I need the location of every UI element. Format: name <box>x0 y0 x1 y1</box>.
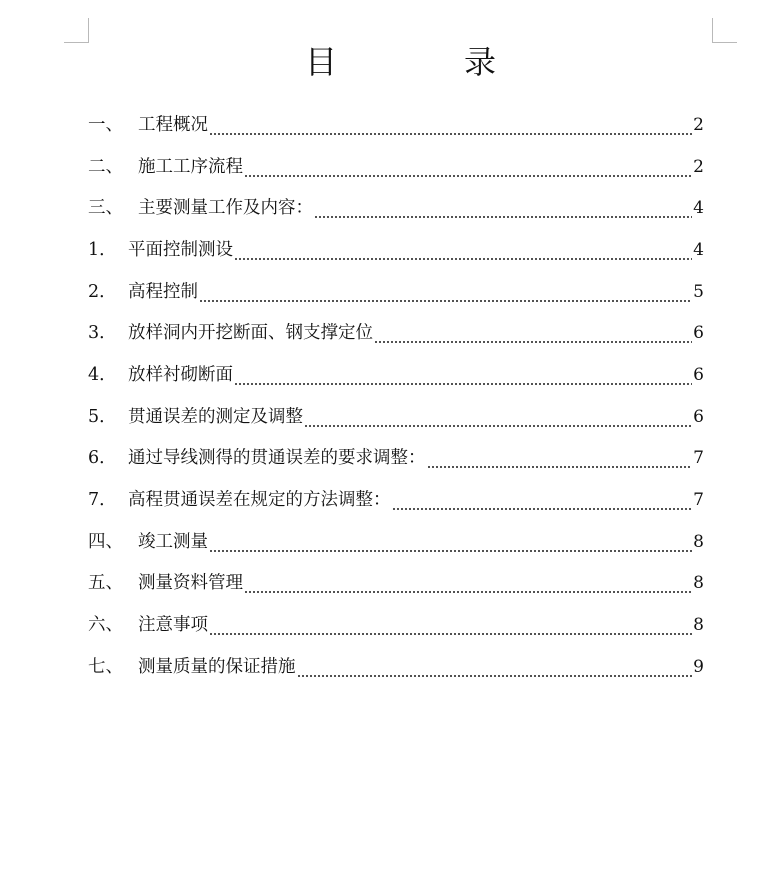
toc-dot-leader <box>244 164 692 178</box>
toc-entry-page: 7 <box>693 448 704 469</box>
toc-dot-leader <box>209 122 692 136</box>
toc-entry-page: 8 <box>693 573 704 594</box>
toc-entry-page: 4 <box>693 239 704 260</box>
toc-entry-page: 6 <box>693 323 704 344</box>
toc-dot-leader <box>244 580 692 594</box>
toc-entry-title: 竣工测量 <box>138 531 208 552</box>
toc-title-char-2: 录 <box>464 43 497 81</box>
toc-entry-title: 平面控制测设 <box>128 239 233 260</box>
toc-entry-number: 3． <box>88 323 117 344</box>
toc-dot-leader <box>209 539 692 553</box>
toc-dot-leader <box>234 247 692 261</box>
toc-entry-title: 高程贯通误差在规定的方法调整： <box>128 490 391 511</box>
toc-entry[interactable] <box>88 104 704 146</box>
toc-entry-number: 2． <box>88 281 117 302</box>
toc-entry-title: 测量质量的保证措施 <box>138 656 296 677</box>
table-of-contents <box>88 104 704 688</box>
toc-entry[interactable] <box>88 354 704 396</box>
toc-entry-title: 测量资料管理 <box>138 573 243 594</box>
toc-entry-title: 放样衬砌断面 <box>128 364 233 385</box>
toc-dot-leader <box>392 497 693 511</box>
toc-entry-page: 2 <box>693 114 704 135</box>
toc-dot-leader <box>374 330 692 344</box>
toc-entry[interactable] <box>88 229 704 271</box>
toc-entry-number: 三、 <box>88 198 123 219</box>
toc-dot-leader <box>304 414 692 428</box>
toc-entry[interactable] <box>88 521 704 563</box>
toc-title-char-1: 目 <box>305 43 338 81</box>
toc-entry-number: 六、 <box>88 615 123 636</box>
toc-entry-page: 8 <box>693 531 704 552</box>
toc-entry-number: 五、 <box>88 573 123 594</box>
toc-entry[interactable] <box>88 479 704 521</box>
toc-entry-title: 贯通误差的测定及调整 <box>128 406 303 427</box>
toc-entry-number: 四、 <box>88 531 123 552</box>
toc-entry-number: 4． <box>88 364 117 385</box>
toc-entry[interactable] <box>88 396 704 438</box>
toc-entry-page: 2 <box>693 156 704 177</box>
toc-entry-title: 工程概况 <box>138 114 208 135</box>
toc-dot-leader <box>199 289 692 303</box>
toc-entry-number: 5． <box>88 406 117 427</box>
toc-entry-number: 6． <box>88 448 117 469</box>
toc-entry[interactable] <box>88 146 704 188</box>
toc-entry-title: 施工工序流程 <box>138 156 243 177</box>
toc-dot-leader <box>209 622 692 636</box>
toc-entry[interactable] <box>88 438 704 480</box>
toc-entry-title: 放样洞内开挖断面、钢支撑定位 <box>128 323 373 344</box>
toc-entry-title: 主要测量工作及内容： <box>138 198 313 219</box>
toc-entry-page: 8 <box>693 615 704 636</box>
toc-title <box>0 40 780 90</box>
toc-entry[interactable] <box>88 604 704 646</box>
toc-entry-number: 7． <box>88 490 117 511</box>
toc-entry-number: 七、 <box>88 656 123 677</box>
toc-entry-page: 5 <box>693 281 704 302</box>
toc-entry-page: 7 <box>693 490 704 511</box>
toc-entry-title: 通过导线测得的贯通误差的要求调整： <box>128 448 426 469</box>
toc-entry[interactable] <box>88 187 704 229</box>
toc-dot-leader <box>234 372 692 386</box>
toc-entry-number: 一、 <box>88 114 123 135</box>
toc-entry-number: 二、 <box>88 156 123 177</box>
toc-entry[interactable] <box>88 271 704 313</box>
toc-entry[interactable] <box>88 563 704 605</box>
toc-dot-leader <box>427 455 693 469</box>
toc-entry[interactable] <box>88 312 704 354</box>
toc-entry-page: 6 <box>693 406 704 427</box>
toc-entry[interactable] <box>88 646 704 688</box>
toc-entry-page: 6 <box>693 364 704 385</box>
toc-entry-page: 9 <box>693 656 704 677</box>
toc-dot-leader <box>314 205 692 219</box>
toc-entry-title: 注意事项 <box>138 615 208 636</box>
toc-entry-number: 1． <box>88 239 117 260</box>
toc-entry-title: 高程控制 <box>128 281 198 302</box>
toc-dot-leader <box>297 664 693 678</box>
toc-entry-page: 4 <box>693 198 704 219</box>
